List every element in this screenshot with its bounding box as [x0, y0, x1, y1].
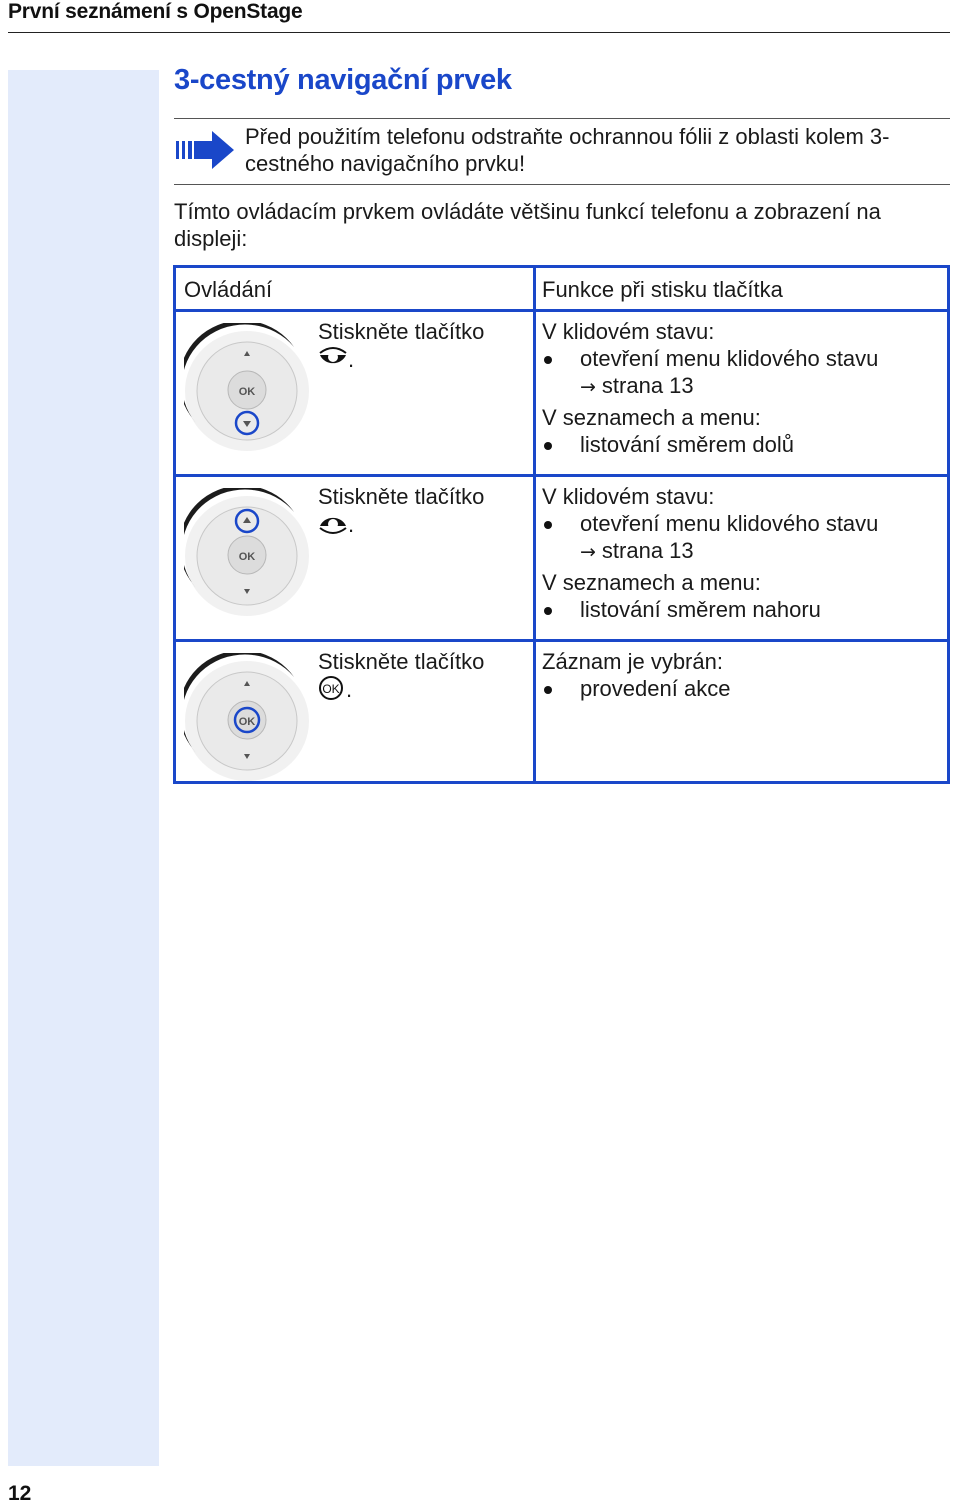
- list-item: otevření menu klidového stavu: [542, 510, 942, 537]
- note-box: [174, 118, 950, 185]
- arrow-down-key-icon: [318, 345, 348, 371]
- intro-paragraph: Tímto ovládacím prvkem ovládáte většinu funkcí telefonu a zobrazení na displeji:: [174, 199, 881, 251]
- navigator-down-image: [184, 323, 310, 453]
- function-up: V klidovém stavu: otevření menu klidového stavu → strana 13 V seznamech a menu: listování směrem nahoru: [542, 483, 942, 623]
- ok-label: OK: [238, 386, 256, 398]
- navigator-ok-image: [184, 653, 310, 783]
- page-reference[interactable]: → strana 13: [580, 373, 694, 398]
- column-divider: [533, 268, 536, 781]
- control-table: [173, 265, 950, 784]
- instruction-ok: Stiskněte tlačítko OK .: [318, 649, 485, 702]
- header-divider: [176, 309, 947, 312]
- ok-label: OK: [238, 551, 256, 563]
- row-divider: [176, 639, 947, 642]
- running-header: První seznámení s OpenStage: [8, 0, 950, 33]
- list-item: listování směrem dolů: [542, 431, 942, 458]
- ok-label: OK: [238, 716, 256, 728]
- list-item: provedení akce: [542, 675, 942, 702]
- navigator-up-image: [184, 488, 310, 618]
- instruction-down: Stiskněte tlačítko .: [318, 319, 485, 372]
- arrow-up-key-icon: [318, 510, 348, 536]
- header-control: Ovládání: [184, 277, 273, 302]
- margin-strip: [8, 70, 159, 1466]
- header-function: Funkce při stisku tlačítka: [542, 277, 783, 302]
- row-divider: [176, 474, 947, 477]
- function-down: V klidovém stavu: otevření menu klidového stavu → strana 13 V seznamech a menu: listování směrem dolů: [542, 318, 942, 458]
- function-ok: Záznam je vybrán: provedení akce: [542, 648, 942, 702]
- list-item: listování směrem nahoru: [542, 596, 942, 623]
- page-reference[interactable]: → strana 13: [580, 538, 694, 563]
- page-number: 12: [8, 1482, 32, 1505]
- instruction-up: Stiskněte tlačítko .: [318, 484, 485, 537]
- list-item: otevření menu klidového stavu: [542, 345, 942, 372]
- ok-key-icon: [318, 675, 346, 701]
- svg-text:OK: OK: [322, 682, 340, 696]
- note-text: Před použitím telefonu odstraňte ochrannou fólii z oblasti kolem 3-cestného navigačního prvku!: [245, 124, 890, 176]
- pointing-arrow-icon: [174, 129, 236, 171]
- section-title: 3-cestný navigační prvek: [174, 64, 512, 96]
